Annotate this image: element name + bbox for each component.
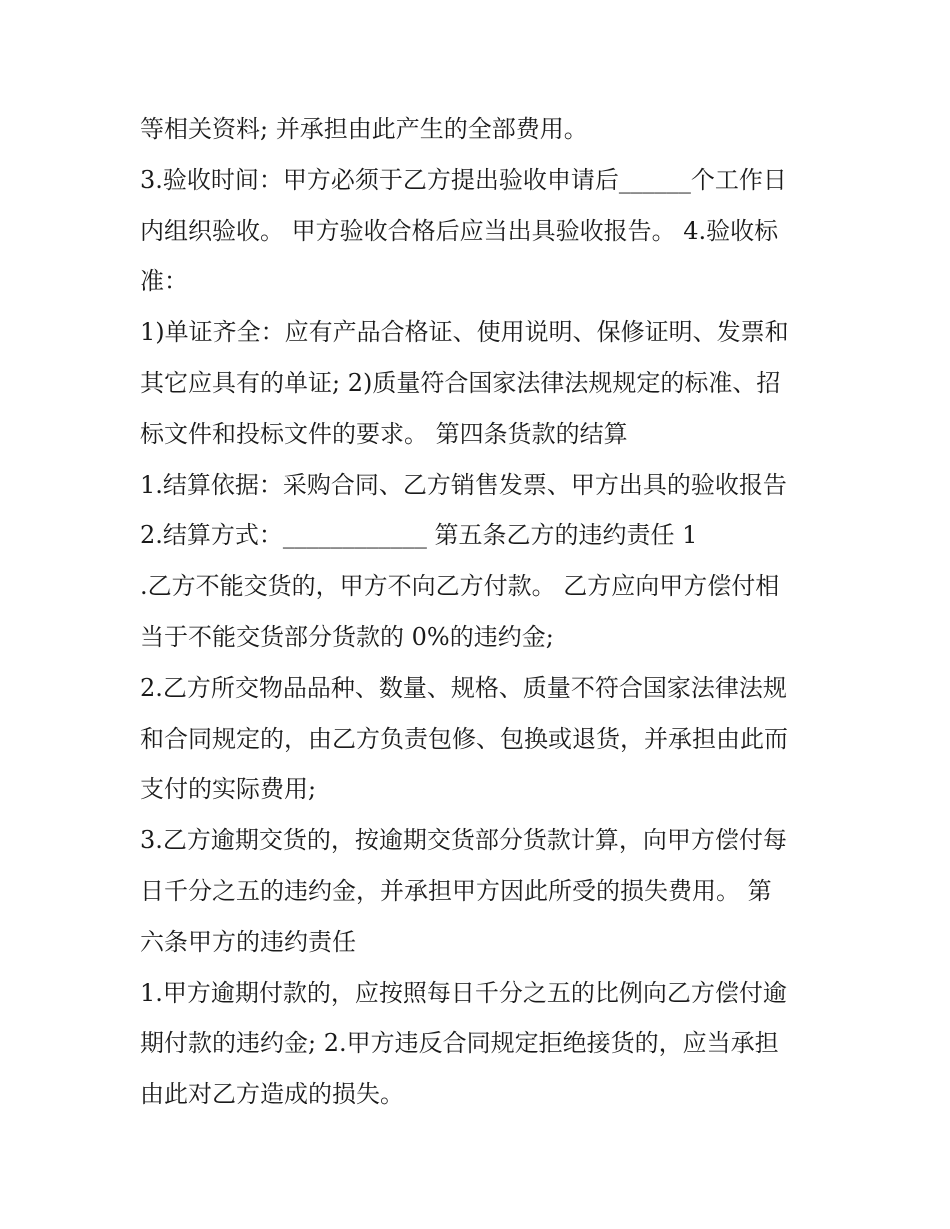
text-line: .乙方不能交货的，甲方不向乙方付款。 乙方应向甲方偿付相 [140, 572, 780, 601]
text-line: 1.结算依据：采购合同、乙方销售发票、甲方出具的验收报告 [140, 470, 787, 499]
text-line: 其它应具有的单证; 2)质量符合国家法律法规规定的标准、招 [140, 368, 781, 397]
text-line: 日千分之五的违约金，并承担甲方因此所受的损失费用。 第 [140, 876, 772, 905]
text-line: 期付款的违约金; 2.甲方违反合同规定拒绝接货的，应当承担 [140, 1029, 779, 1058]
text-line: 3.乙方逾期交货的，按逾期交货部分货款计算，向甲方偿付每 [140, 826, 787, 855]
text-line: 1)单证齐全：应有产品合格证、使用说明、保修证明、发票和 [140, 318, 789, 347]
text-line: 1.甲方逾期付款的，应按照每日千分之五的比例向乙方偿付逾 [140, 978, 787, 1007]
text-line: 2.乙方所交物品品种、数量、规格、质量不符合国家法律法规 [140, 673, 787, 702]
text-line: 六条甲方的违约责任 [140, 927, 356, 956]
text-line: 2.结算方式：____________ 第五条乙方的违约责任 1 [140, 521, 698, 550]
text-line: 由此对乙方造成的损失。 [140, 1080, 404, 1109]
text-line: 准： [140, 267, 188, 296]
text-line: 内组织验收。 甲方验收合格后应当出具验收报告。 4.验收标 [140, 216, 779, 245]
text-line: 3.验收时间：甲方必须于乙方提出验收申请后______个工作日 [140, 165, 787, 194]
text-line: 支付的实际费用; [140, 775, 317, 804]
text-line: 标文件和投标文件的要求。 第四条货款的结算 [140, 419, 628, 448]
text-line: 和合同规定的，由乙方负责包修、包换或退货，并承担由此而 [140, 724, 788, 753]
text-line: 等相关资料; 并承担由此产生的全部费用。 [140, 115, 588, 143]
contract-text [140, 104, 830, 1120]
text-line: 当于不能交货部分货款的 0%的违约金; [140, 622, 554, 651]
